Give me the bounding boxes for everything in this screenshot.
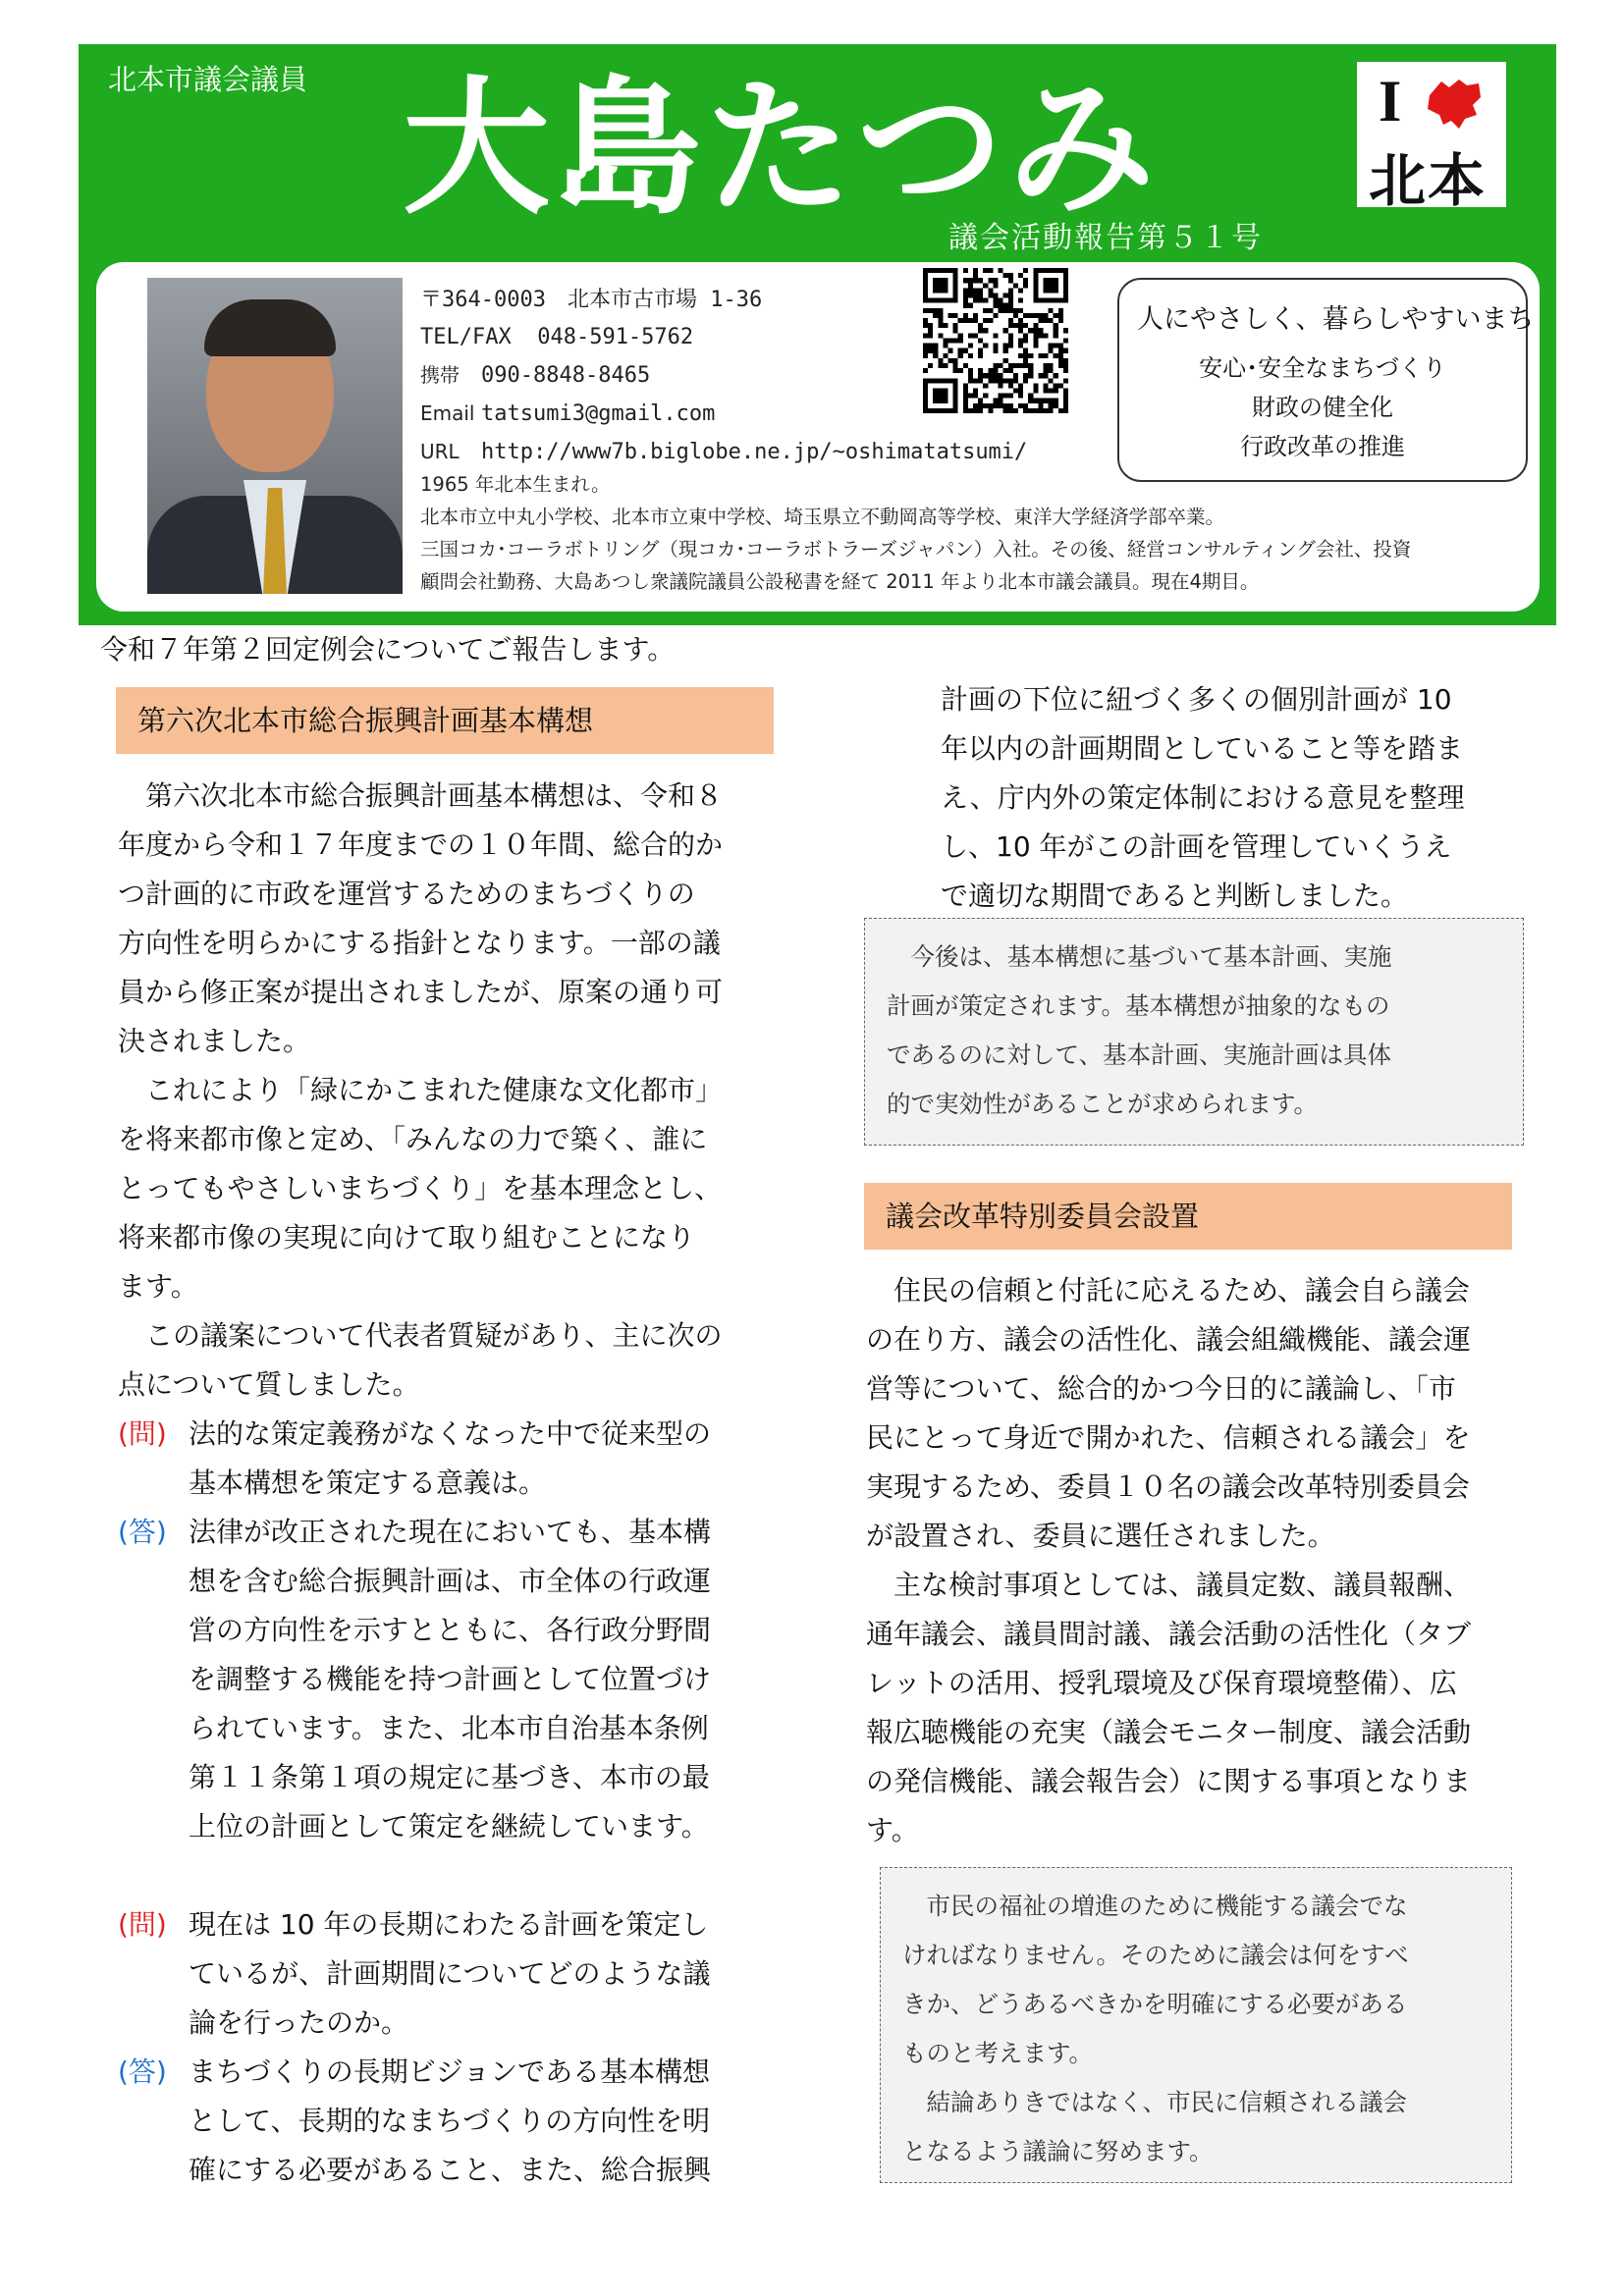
paragraph-line: 実現するため、委員１０名の議会改革特別委員会: [866, 1470, 1470, 1503]
section-plan-body: [118, 772, 785, 2195]
continuation-line: し、10 年がこの計画を管理していくうえ: [941, 830, 1452, 863]
section-heading-reform: 議会改革特別委員会設置: [864, 1183, 1512, 1250]
bio-line: 北本市立中丸小学校、北本市立東中学校、埼玉県立不動岡高等学校、東洋大学経済学部卒業。: [420, 506, 1225, 528]
section-plan-continuation: [941, 675, 1530, 921]
paragraph-line: この議案について代表者質疑があり、主に次の: [118, 1319, 723, 1352]
url-line: [420, 433, 1027, 471]
qa-line: 想を含む総合振興計画は、市全体の行政運: [189, 1565, 712, 1597]
councillor-name: 大島たつみ: [403, 64, 1160, 235]
qa-line: 確にする必要があること、また、総合振興: [189, 2154, 712, 2186]
tel-fax-number: 048-591-5762: [537, 325, 694, 349]
answer-mark-label: (答): [118, 2056, 167, 2088]
question-mark-label: (問): [118, 1417, 167, 1450]
paragraph-line: 員から修正案が提出されましたが、原案の通り可: [118, 976, 724, 1008]
commentary-box-reform: [880, 1867, 1512, 2183]
continuation-line: え、庁内外の策定体制における意見を整理: [941, 781, 1465, 814]
question-mark-label: (問): [118, 1908, 167, 1941]
motto-heading: 人にやさしく、暮らしやすいまち: [1137, 304, 1535, 335]
email-label: Email: [420, 401, 475, 425]
qr-code-icon[interactable]: [923, 268, 1068, 413]
qa-line: 論を行ったのか。: [189, 2006, 409, 2039]
paragraph-line: とってもやさしいまちづくり」を基本理念とし、: [118, 1172, 723, 1204]
website-link[interactable]: http://www7b.biglobe.ne.jp/~oshimatatsumi/: [481, 440, 1028, 464]
paragraph-line: 住民の信頼と付託に応えるため、議会自ら議会: [866, 1274, 1470, 1307]
answer-mark-label: (答): [118, 1516, 167, 1548]
paragraph-line: が設置され、委員に選任されました。: [866, 1520, 1335, 1552]
mobile-number: 090-8848-8465: [481, 363, 651, 388]
note-line: きか、どうあるべきかを明確にする必要がある: [902, 1990, 1408, 2018]
paragraph-line: 営等について、総合的かつ今日的に議論し、「市: [866, 1372, 1456, 1405]
qa-line: 基本構想を策定する意義は。: [189, 1467, 547, 1499]
qa-line: 上位の計画として策定を継続しています。: [189, 1810, 709, 1842]
paragraph-line: 点について質しました。: [118, 1368, 420, 1401]
note-line: 的で実効性があることが求められます。: [887, 1090, 1319, 1118]
portrait-photo: [147, 278, 403, 594]
note-line: ものと考えます。: [902, 2039, 1094, 2067]
qa-line: 法的な策定義務がなくなった中で従来型の: [189, 1417, 712, 1450]
profile-box: [96, 262, 1540, 612]
note-line: 計画が策定されます。基本構想が抽象的なもの: [887, 991, 1390, 1020]
paragraph-line: 方向性を明らかにする指針となります。一部の議: [118, 927, 721, 959]
qa-line: 法律が改正された現在においても、基本構: [189, 1516, 712, 1548]
city-map-heart-icon: [1424, 76, 1485, 133]
paragraph-line: つ計画的に市政を運営するためのまちづくりの: [118, 878, 695, 910]
commentary-box-plan: [864, 918, 1524, 1146]
qa-line: 現在は 10 年の長期にわたる計画を策定し: [189, 1908, 709, 1941]
header-banner: [79, 44, 1556, 625]
section-heading-plan: 第六次北本市総合振興計画基本構想: [116, 687, 774, 754]
address: 〒364-0003 北本市古市場 1-36: [420, 288, 763, 312]
question-item: [118, 1410, 785, 1508]
qa-line: 営の方向性を示すとともに、各行政分野間: [189, 1614, 712, 1646]
logo-city-name: 北本: [1369, 147, 1488, 214]
paragraph-line: ます。: [118, 1270, 198, 1303]
note-line: 市民の福祉の増進のために機能する議会でな: [902, 1892, 1408, 1920]
paragraph-line: の在り方、議会の活性化、議会組織機能、議会運: [866, 1323, 1472, 1356]
note-line: となるよう議論に努めます。: [902, 2137, 1214, 2165]
mobile-label: 携帯: [420, 363, 460, 387]
qa-line: ているが、計画期間についてどのような議: [189, 1957, 711, 1990]
paragraph-line: 報広聴機能の充実（議会モニター制度、議会活動: [866, 1716, 1472, 1748]
bio-line: 1965 年北本生まれ。: [420, 473, 611, 496]
continuation-line: 年以内の計画期間としていること等を踏ま: [941, 732, 1464, 765]
paragraph-line: を将来都市像と定め、「みんなの力で築く、誰に: [118, 1123, 708, 1155]
motto-item: 財政の健全化: [1252, 394, 1393, 421]
paragraph-line: 主な検討事項としては、議員定数、議員報酬、: [866, 1569, 1472, 1601]
note-line: 今後は、基本構想に基づいて基本計画、実施: [887, 942, 1392, 971]
paragraph-line: これにより「緑にかこまれた健康な文化都市」: [118, 1074, 724, 1106]
motto-item: 安心･安全なまちづくり: [1199, 354, 1446, 382]
paragraph-line: す。: [866, 1814, 919, 1846]
url-label: URL: [420, 440, 460, 463]
answer-item: [118, 2048, 785, 2195]
section-reform-body: [866, 1266, 1534, 1855]
qa-line: を調整する機能を持つ計画として位置づけ: [189, 1663, 712, 1695]
paragraph-line: 年度から令和１７年度までの１０年間、総合的か: [118, 828, 724, 861]
motto-box: [1117, 278, 1535, 482]
report-intro: 令和７年第２回定例会についてご報告します。: [100, 633, 676, 666]
email-address[interactable]: tatsumi3@gmail.com: [481, 401, 716, 426]
paragraph-line: 決されました。: [118, 1025, 311, 1057]
logo-letter: I: [1379, 69, 1402, 133]
paragraph-line: 将来都市像の実現に向けて取り組むことになり: [118, 1221, 696, 1254]
answer-item: [118, 1508, 785, 1851]
councillor-title: 北本市議会議員: [108, 63, 308, 96]
qa-line: として、長期的なまちづくりの方向性を明: [189, 2105, 711, 2137]
paragraph-line: 通年議会、議員間討議、議会活動の活性化（タブ: [866, 1618, 1472, 1650]
qa-line: 第１１条第１項の規定に基づき、本市の最: [189, 1761, 710, 1793]
paragraph-line: の発信機能、議会報告会）に関する事項となりま: [866, 1765, 1472, 1797]
motto-list: [1119, 348, 1526, 466]
paragraph-line: 第六次北本市総合振興計画基本構想は、令和８: [118, 779, 724, 812]
note-line: 結論ありきではなく、市民に信頼される議会: [902, 2088, 1408, 2116]
qa-line: まちづくりの長期ビジョンである基本構想: [189, 2056, 711, 2088]
paragraph-line: レットの活用、授乳環境及び保育環境整備）、広: [866, 1667, 1457, 1699]
i-love-kitamoto-logo: [1357, 62, 1506, 214]
biography: [420, 468, 1411, 598]
continuation-line: で適切な期間であると判断しました。: [941, 880, 1409, 912]
bio-line: 三国コカ･コーラボトリング（現コカ･コーラボトラーズジャパン）入社。その後、経営コンサルティング会社、投資: [420, 538, 1412, 561]
bio-line: 顧問会社勤務、大島あつし衆議院議員公設秘書を経て 2011 年より北本市議会議員。現在4期目。: [420, 570, 1260, 593]
motto-item: 行政改革の推進: [1240, 433, 1405, 460]
tel-fax-label: TEL/FAX: [420, 325, 512, 349]
qa-line: られています。また、北本市自治基本条例: [189, 1712, 709, 1744]
note-line: ければなりません。そのために議会は何をすべ: [902, 1941, 1409, 1969]
note-line: であるのに対して、基本計画、実施計画は具体: [887, 1041, 1392, 1069]
question-item: [118, 1900, 785, 2048]
paragraph-line: 民にとって身近で開かれた、信頼される議会」を: [866, 1421, 1471, 1454]
issue-number: 議会活動報告第５１号: [948, 221, 1263, 255]
continuation-line: 計画の下位に紐づく多くの個別計画が 10: [941, 683, 1452, 716]
